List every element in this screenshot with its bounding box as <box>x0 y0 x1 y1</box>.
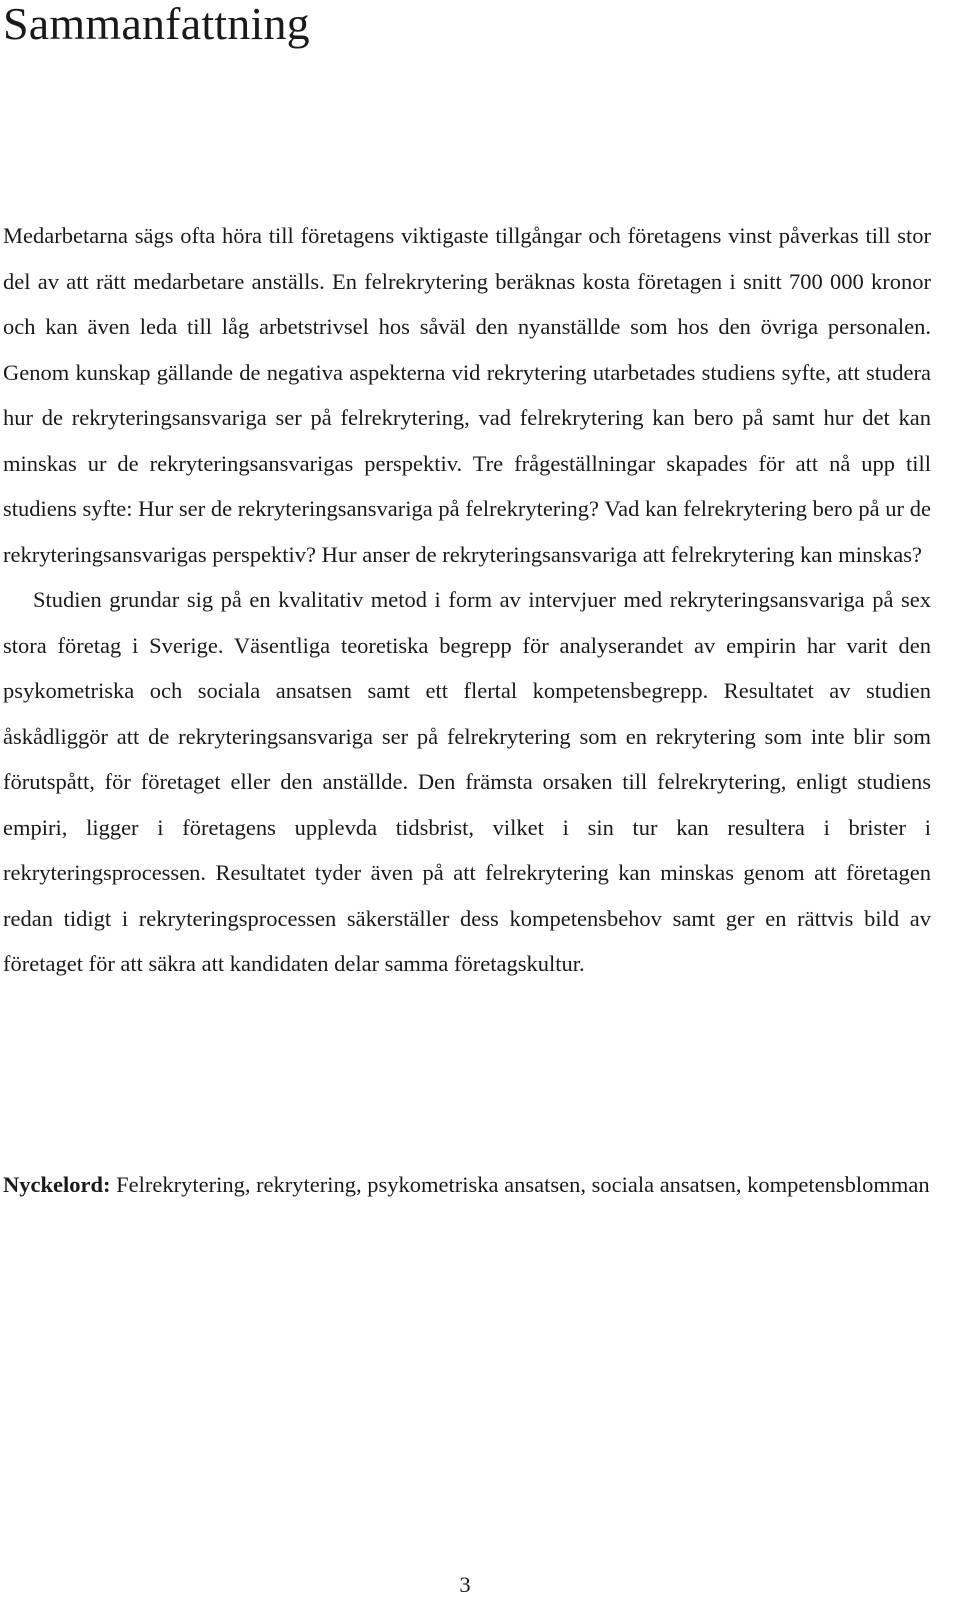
keywords-label: Nyckelord: <box>3 1172 111 1197</box>
keywords-text: Felrekrytering, rekrytering, psykometriska ansatsen, sociala ansatsen, kompetensblomman <box>110 1172 930 1197</box>
page-number: 3 <box>459 1572 471 1597</box>
keywords <box>3 1162 931 1208</box>
page-title: Sammanfattning <box>3 0 310 49</box>
summary-body <box>3 213 931 987</box>
summary-paragraph-1: Medarbetarna sägs ofta höra till företagens viktigaste tillgångar och företagens vinst påverkas till stor del av att rätt medarbetare anställs. En felrekrytering beräknas kosta företagen i snitt 700 000 kronor och kan även leda till låg arbetstrivsel hos såväl den nyanställde som hos den övriga personalen. Genom kunskap gällande de negativa aspekterna vid rekrytering utarbetades studiens syfte, att studera hur de rekryteringsansvariga ser på felrekrytering, vad felrekrytering kan bero på samt hur det kan minskas ur de rekryteringsansvarigas perspektiv. Tre frågeställningar skapades för att nå upp till studiens syfte: Hur ser de rekryteringsansvariga på felrekrytering? Vad kan felrekrytering bero på ur de rekryteringsansvarigas perspektiv? Hur anser de rekryteringsansvariga att felrekrytering kan minskas? <box>3 223 931 567</box>
summary-paragraph-2: Studien grundar sig på en kvalitativ metod i form av intervjuer med rekryteringsansvariga på sex stora företag i Sverige. Väsentliga teoretiska begrepp för analyserandet av empirin har varit den psykometriska och sociala ansatsen samt ett flertal kompetensbegrepp. Resultatet av studien åskådliggör att de rekryteringsansvariga ser på felrekrytering som en rekrytering som inte blir som förutspått, för företaget eller den anställde. Den främsta orsaken till felrekrytering, enligt studiens empiri, ligger i företagens upplevda tidsbrist, vilket i sin tur kan resultera i brister i rekryteringsprocessen. Resultatet tyder även på att felrekrytering kan minskas genom att företagen redan tidigt i rekryteringsprocessen säkerställer dess kompetensbehov samt ger en rättvis bild av företaget för att säkra att kandidaten delar samma företagskultur. <box>3 587 931 976</box>
